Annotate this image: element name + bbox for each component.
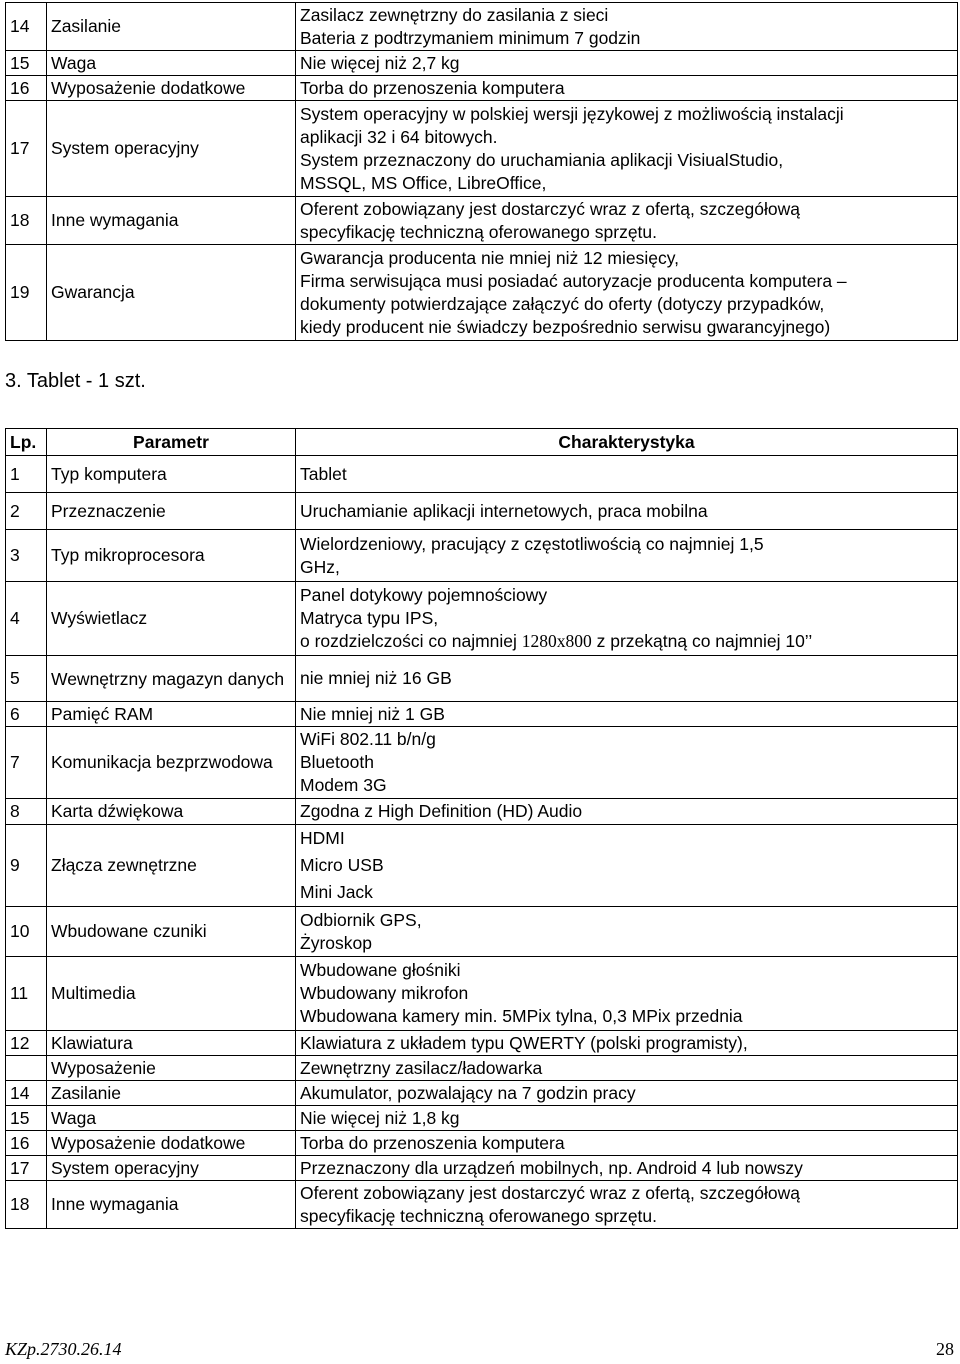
value-line: Matryca typu IPS, — [300, 608, 439, 628]
param-name: Wyposażenie — [47, 1056, 296, 1081]
table-row — [6, 245, 958, 341]
table-row — [6, 493, 958, 530]
spec-table-tablet — [5, 428, 958, 1229]
row-number: 16 — [6, 1131, 47, 1156]
row-number: 16 — [6, 76, 47, 101]
param-value — [296, 493, 958, 530]
value-line: Gwarancja producenta nie mniej niż 12 miesięcy, — [300, 247, 680, 268]
value-line: HDMI — [300, 828, 345, 848]
value-line: aplikacji 32 i 64 bitowych. — [300, 126, 498, 147]
param-name: Pamięć RAM — [47, 702, 296, 727]
param-value — [296, 1181, 958, 1229]
param-value — [296, 799, 958, 825]
row-number: 18 — [6, 1181, 47, 1229]
param-value — [296, 1031, 958, 1056]
table-row — [6, 907, 958, 957]
table-row — [6, 1031, 958, 1056]
param-name: Klawiatura — [47, 1031, 296, 1056]
table-row — [6, 1156, 958, 1181]
table-header-row — [6, 429, 958, 456]
row-number — [6, 1056, 47, 1081]
value-line: Wbudowane głośniki — [300, 960, 461, 980]
param-name: Typ komputera — [47, 456, 296, 493]
value-line: Nie więcej niż 1,8 kg — [300, 1107, 460, 1128]
param-value — [296, 1106, 958, 1131]
table-row — [6, 825, 958, 907]
row-number: 9 — [6, 825, 47, 907]
value-line: kiedy producent nie świadczy bezpośrednio serwisu gwarancyjnego) — [300, 316, 831, 337]
value-line: MSSQL, MS Office, LibreOffice, — [300, 172, 547, 193]
row-number: 5 — [6, 656, 47, 702]
value-line: nie mniej niż 16 GB — [300, 668, 452, 688]
param-name: Zasilanie — [47, 3, 296, 51]
value-line: Klawiatura z układem typu QWERTY (polski programisty), — [300, 1032, 748, 1053]
param-value — [296, 907, 958, 957]
value-line: Przeznaczony dla urządzeń mobilnych, np. Android 4 lub nowszy — [300, 1157, 803, 1178]
param-name: Komunikacja bezprzwodowa — [47, 727, 296, 799]
param-name: Zasilanie — [47, 1081, 296, 1106]
value-line: Uruchamianie aplikacji internetowych, praca mobilna — [300, 500, 708, 521]
table-row — [6, 197, 958, 245]
param-value — [296, 1081, 958, 1106]
value-line: Firma serwisująca musi posiadać autoryzacje producenta komputera – — [300, 270, 847, 291]
table-row — [6, 1081, 958, 1106]
value-line: Wbudowany mikrofon — [300, 983, 469, 1003]
value-line: Oferent zobowiązany jest dostarczyć wraz z ofertą, szczegółową — [300, 1182, 800, 1203]
value-line: Tablet — [300, 463, 347, 484]
value-line — [300, 630, 953, 653]
param-value — [296, 51, 958, 76]
row-number: 3 — [6, 530, 47, 582]
param-value — [296, 197, 958, 245]
row-number: 14 — [6, 1081, 47, 1106]
param-value — [296, 245, 958, 341]
row-number: 11 — [6, 957, 47, 1031]
table-row — [6, 799, 958, 825]
param-value — [296, 1131, 958, 1156]
table-row — [6, 456, 958, 493]
param-value — [296, 727, 958, 799]
param-name: Wyświetlacz — [47, 582, 296, 656]
param-name: Inne wymagania — [47, 1181, 296, 1229]
row-number: 15 — [6, 51, 47, 76]
param-value — [296, 656, 958, 702]
row-number: 15 — [6, 1106, 47, 1131]
table-row — [6, 530, 958, 582]
value-line: Modem 3G — [300, 775, 387, 795]
param-name: Inne wymagania — [47, 197, 296, 245]
param-value — [296, 825, 958, 907]
value-line: Zgodna z High Definition (HD) Audio — [300, 801, 583, 821]
resolution-prefix: o rozdzielczości co najmniej — [300, 631, 522, 651]
spec-table-laptop-continued — [5, 2, 958, 341]
table-row — [6, 656, 958, 702]
row-number: 12 — [6, 1031, 47, 1056]
row-number: 18 — [6, 197, 47, 245]
param-value — [296, 582, 958, 656]
value-line: GHz, — [300, 556, 340, 577]
column-header-characteristics: Charakterystyka — [296, 429, 958, 456]
value-line: Torba do przenoszenia komputera — [300, 1132, 565, 1153]
value-line: Zasilacz zewnętrzny do zasilania z sieci — [300, 4, 609, 25]
value-line: dokumenty potwierdzające załączyć do oferty (dotyczy przypadków, — [300, 293, 825, 314]
row-number: 4 — [6, 582, 47, 656]
param-value — [296, 530, 958, 582]
param-value — [296, 76, 958, 101]
row-number: 10 — [6, 907, 47, 957]
row-number: 2 — [6, 493, 47, 530]
value-line: Torba do przenoszenia komputera — [300, 77, 565, 98]
row-number: 17 — [6, 1156, 47, 1181]
param-name: Waga — [47, 1106, 296, 1131]
value-line: Nie więcej niż 2,7 kg — [300, 52, 460, 73]
value-line: specyfikację techniczną oferowanego sprzętu. — [300, 1205, 658, 1226]
row-number: 8 — [6, 799, 47, 825]
table-row — [6, 957, 958, 1031]
param-name: Wbudowane czuniki — [47, 907, 296, 957]
value-line: Odbiornik GPS, — [300, 909, 422, 930]
resolution-value: 1280x800 — [521, 631, 592, 651]
table-row — [6, 727, 958, 799]
param-name: Waga — [47, 51, 296, 76]
param-name: Złącza zewnętrzne — [47, 825, 296, 907]
value-line: Żyroskop — [300, 932, 372, 953]
column-header-parameter: Parametr — [47, 429, 296, 456]
column-header-number: Lp. — [6, 429, 47, 456]
resolution-suffix: z przekątną co najmniej 10’’ — [591, 631, 813, 651]
param-name: Przeznaczenie — [47, 493, 296, 530]
value-line: Bluetooth — [300, 752, 374, 772]
value-line: Oferent zobowiązany jest dostarczyć wraz z ofertą, szczegółową — [300, 198, 800, 219]
page-number: 28 — [936, 1339, 954, 1359]
param-value — [296, 702, 958, 727]
value-line: Bateria z podtrzymaniem minimum 7 godzin — [300, 27, 641, 48]
value-line: WiFi 802.11 b/n/g — [300, 729, 436, 749]
value-line: System przeznaczony do uruchamiania aplikacji VisiualStudio, — [300, 149, 784, 170]
row-number: 1 — [6, 456, 47, 493]
row-number: 17 — [6, 101, 47, 197]
table-row — [6, 76, 958, 101]
table-row — [6, 702, 958, 727]
value-line: Panel dotykowy pojemnościowy — [300, 585, 548, 605]
table-row — [6, 582, 958, 656]
document-reference: KZp.2730.26.14 — [5, 1339, 122, 1359]
value-line: Akumulator, pozwalający na 7 godzin pracy — [300, 1082, 636, 1103]
row-number: 14 — [6, 3, 47, 51]
table-row — [6, 51, 958, 76]
param-name: System operacyjny — [47, 1156, 296, 1181]
value-line: Nie mniej niż 1 GB — [300, 703, 445, 724]
table-row — [6, 3, 958, 51]
value-line: Wbudowana kamery min. 5MPix tylna, 0,3 MPix przednia — [300, 1006, 743, 1026]
param-name: Multimedia — [47, 957, 296, 1031]
table-row — [6, 1131, 958, 1156]
row-number: 6 — [6, 702, 47, 727]
table-row — [6, 101, 958, 197]
row-number: 7 — [6, 727, 47, 799]
value-line: Zewnętrzny zasilacz/ładowarka — [300, 1057, 543, 1078]
row-number: 19 — [6, 245, 47, 341]
param-value — [296, 1156, 958, 1181]
param-name: Wyposażenie dodatkowe — [47, 1131, 296, 1156]
table-row — [6, 1056, 958, 1081]
value-line: Micro USB — [300, 855, 384, 875]
param-name: Typ mikroprocesora — [47, 530, 296, 582]
table-row — [6, 1181, 958, 1229]
param-name: System operacyjny — [47, 101, 296, 197]
section-heading: 3. Tablet - 1 szt. — [5, 370, 146, 392]
value-line: Wielordzeniowy, pracujący z częstotliwością co najmniej 1,5 — [300, 533, 764, 554]
param-name: Wyposażenie dodatkowe — [47, 76, 296, 101]
value-line: System operacyjny w polskiej wersji językowej z możliwością instalacji — [300, 103, 844, 124]
table-row — [6, 1106, 958, 1131]
param-name: Wewnętrzny magazyn danych — [47, 656, 296, 702]
param-value — [296, 456, 958, 493]
param-value — [296, 3, 958, 51]
param-name: Gwarancja — [47, 245, 296, 341]
param-value — [296, 101, 958, 197]
param-name: Karta dźwiękowa — [47, 799, 296, 825]
value-line: Mini Jack — [300, 882, 373, 902]
value-line: specyfikację techniczną oferowanego sprzętu. — [300, 221, 658, 242]
param-value — [296, 1056, 958, 1081]
param-value — [296, 957, 958, 1031]
